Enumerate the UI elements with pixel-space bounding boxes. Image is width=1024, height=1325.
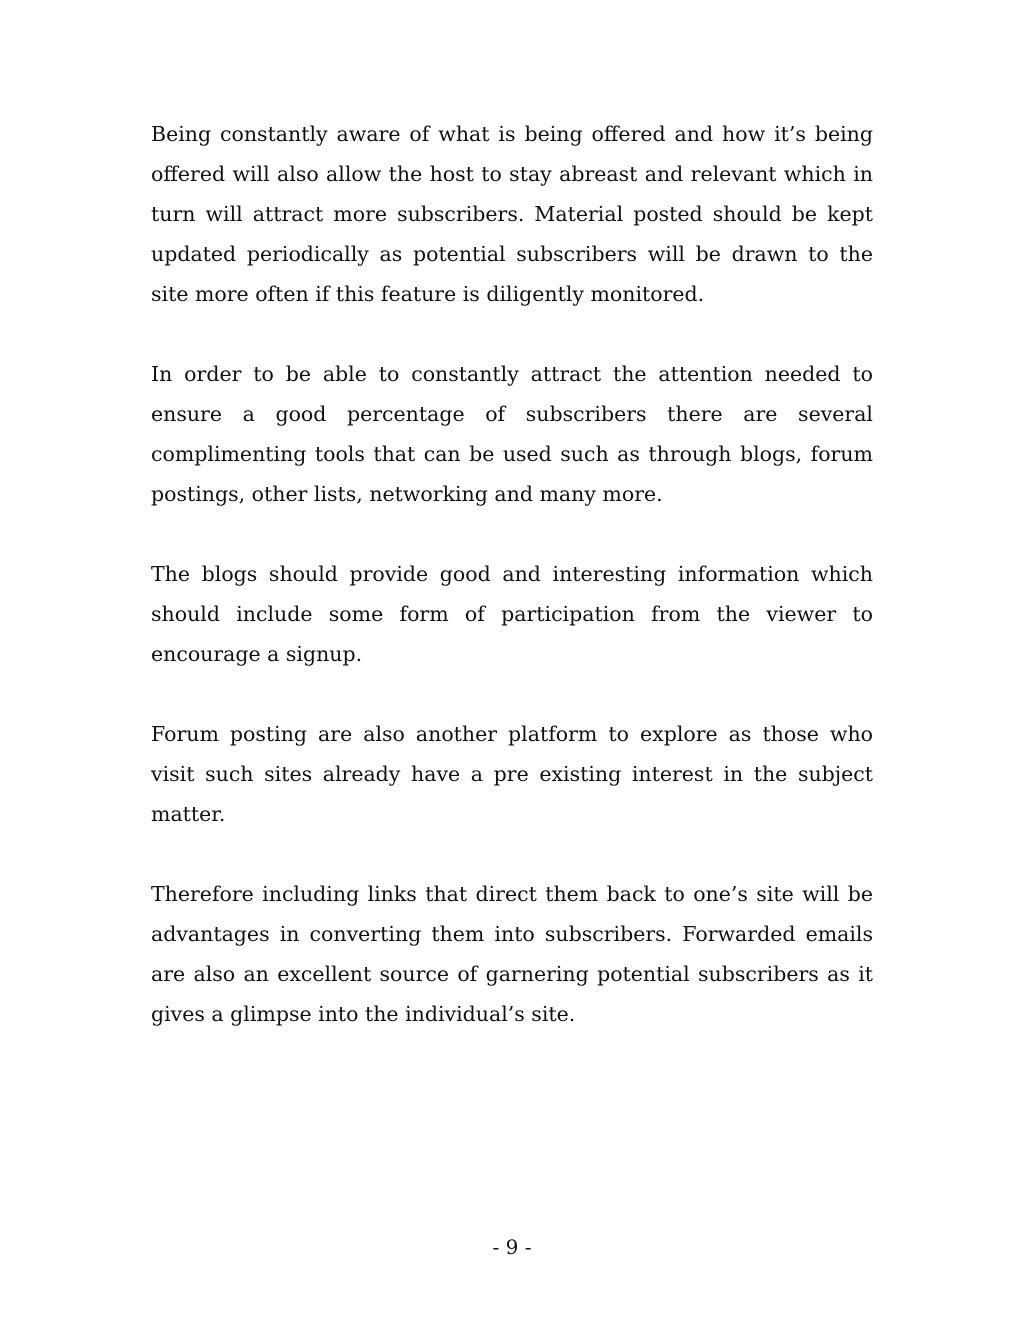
paragraph-2: In order to be able to constantly attract the attention needed to ensure a good percentage of subscribers there are several complimenting tools that can be used such as through blogs, forum postings, other lists, networking and many more.	[151, 362, 873, 506]
paragraph-1: Being constantly aware of what is being offered and how it’s being offered will also allow the host to stay abreast and relevant which in turn will attract more subscribers. Material posted should be kept updated periodically as potential subscribers will be drawn to the site more often if this feature is diligently monitored.	[151, 122, 873, 306]
paragraph-5: Therefore including links that direct them back to one’s site will be advantages in converting them into subscribers. Forwarded emails are also an excellent source of garnering potential subscribers as it gives a glimpse into the individual’s site.	[151, 882, 873, 1026]
paragraph-3: The blogs should provide good and interesting information which should include some form of participation from the viewer to encourage a signup.	[151, 562, 873, 666]
page-body	[151, 114, 873, 1074]
page-number: - 9 -	[492, 1235, 532, 1259]
paragraph-4: Forum posting are also another platform to explore as those who visit such sites already have a pre existing interest in the subject matter.	[151, 722, 873, 826]
